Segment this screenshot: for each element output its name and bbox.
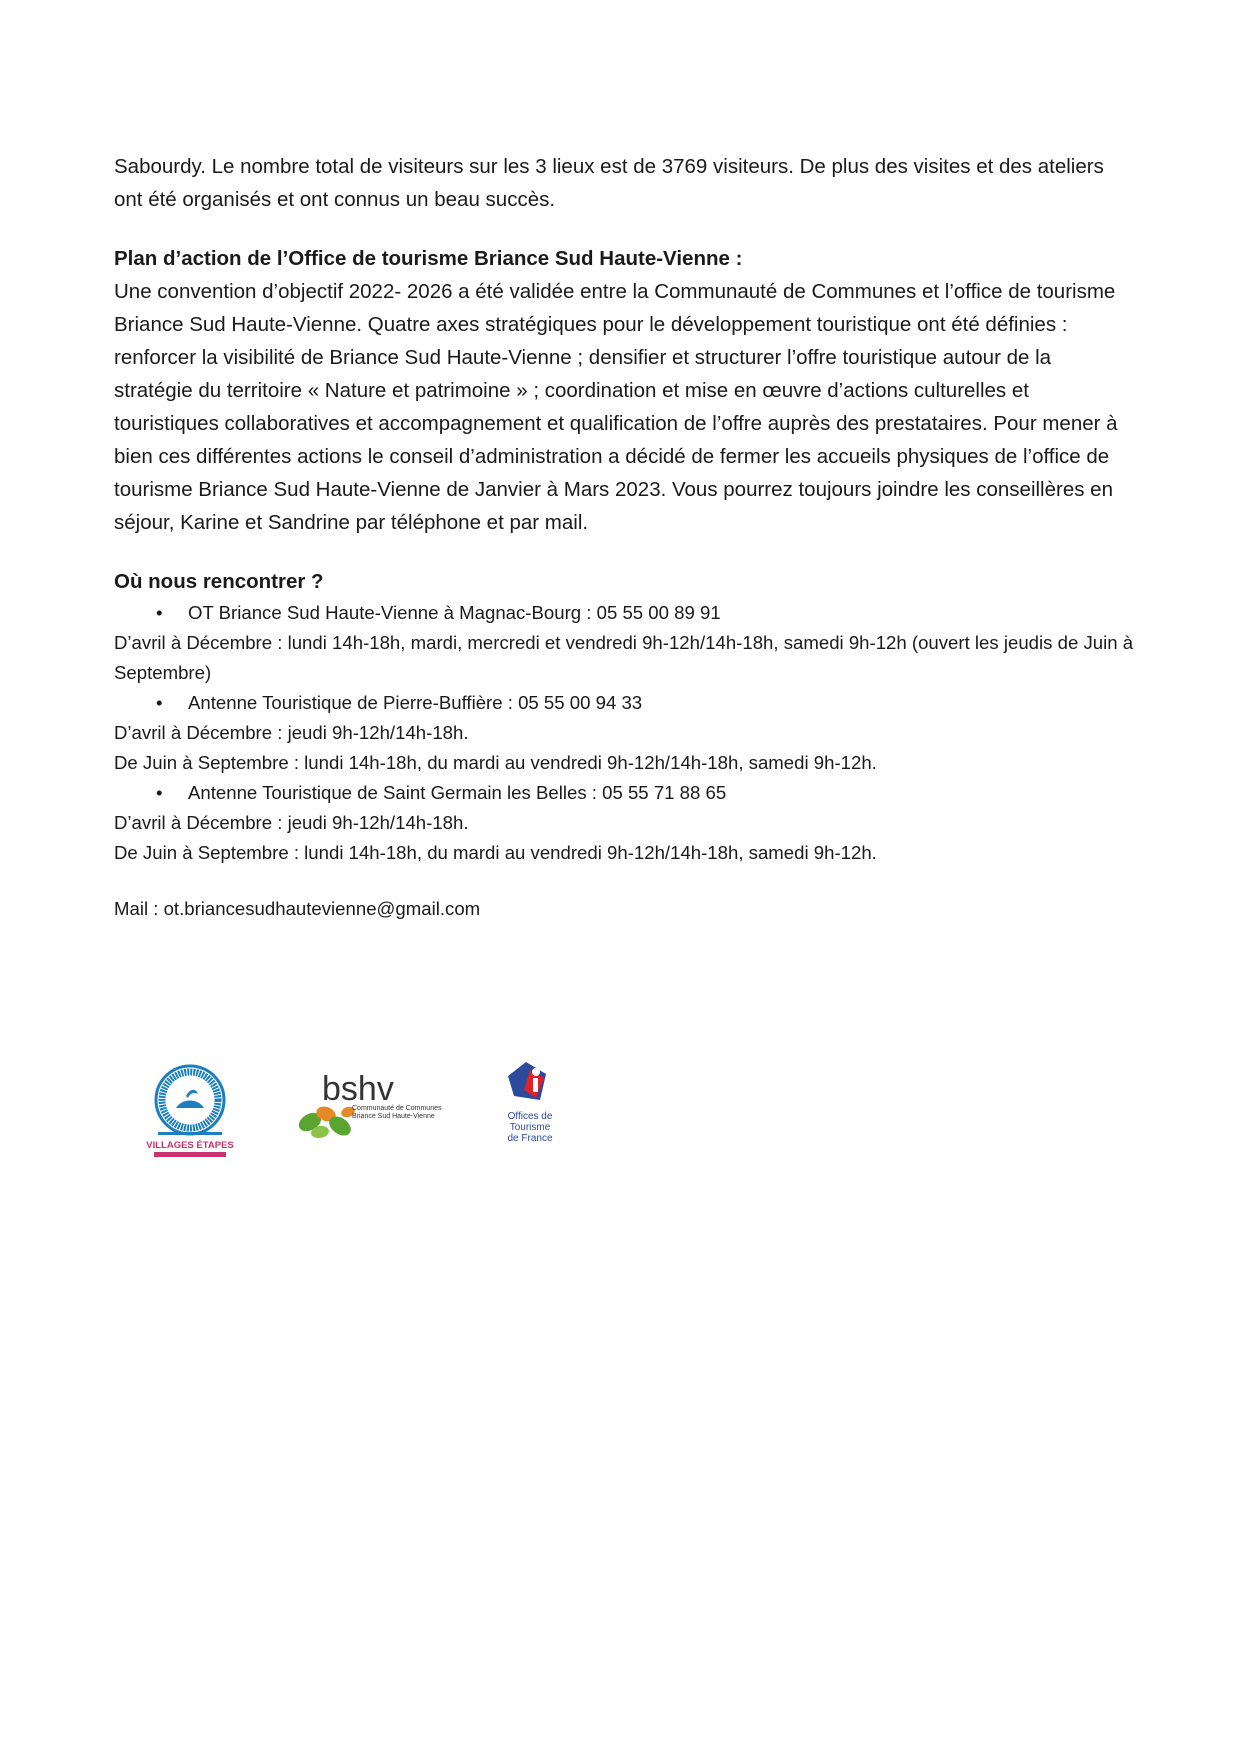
villages-etapes-emblem-icon	[146, 1060, 234, 1160]
document-page	[114, 150, 1134, 924]
location-hours: D’avril à Décembre : jeudi 9h-12h/14h-18h.	[114, 722, 469, 743]
contact-mail: Mail : ot.briancesudhautevienne@gmail.com	[114, 898, 481, 919]
list-item	[114, 778, 1134, 808]
location-list	[114, 598, 1134, 868]
plan-heading: Plan d’action de l’Office de tourisme Briance Sud Haute-Vienne :	[114, 247, 743, 270]
location-name: OT Briance Sud Haute-Vienne à Magnac-Bourg : 05 55 00 89 91	[188, 602, 721, 623]
plan-body: Une convention d’objectif 2022- 2026 a été validée entre la Communauté de Communes et l’office de tourisme Briance Sud Haute-Vienne. Quatre axes stratégiques pour le développement touristique ont été définies : renforcer la visibilité de Briance Sud Haute-Vienne ; densifier et structurer l’offre touristique autour de la stratégie du territoire « Nature et patrimoine » ; coordination et mise en œuvre d’actions culturelles et touristiques collaboratives et accompagnement et qualification de l’offre auprès des prestataires. Pour mener à bien ces différentes actions le conseil d’administration a décidé de fermer les accueils physiques de l’office de tourisme Briance Sud Haute-Vienne de Janvier à Mars 2023. Vous pourrez toujours joindre les conseillères en séjour, Karine et Sandrine par téléphone et par mail.	[114, 280, 1118, 534]
bullet-icon: •	[156, 602, 163, 623]
list-item	[114, 688, 1134, 718]
location-name: Antenne Touristique de Saint Germain les Belles : 05 55 71 88 65	[188, 782, 727, 803]
location-hours: De Juin à Septembre : lundi 14h-18h, du mardi au vendredi 9h-12h/14h-18h, samedi 9h-12h.	[114, 842, 877, 863]
villages-etapes-logo	[146, 1060, 234, 1160]
offices-line2: Tourisme	[509, 1122, 551, 1133]
offices-tourisme-emblem-icon	[500, 1060, 560, 1106]
offices-line3: de France	[507, 1133, 553, 1144]
offices-tourisme-logo	[500, 1060, 560, 1170]
bshv-line1: Communauté de Communes	[352, 1105, 442, 1112]
location-hours: D’avril à Décembre : lundi 14h-18h, mardi, mercredi et vendredi 9h-12h/14h-18h, samedi 9h-12h (ouvert les jeudis de Juin à Septembre)	[114, 632, 1134, 683]
location-hours: D’avril à Décembre : jeudi 9h-12h/14h-18h.	[114, 812, 469, 833]
bullet-icon: •	[156, 692, 163, 713]
bullet-icon: •	[156, 782, 163, 803]
bshv-wordmark: bshv	[322, 1070, 394, 1108]
offices-line1: Offices de	[507, 1111, 553, 1122]
paragraph-intro: Sabourdy. Le nombre total de visiteurs sur les 3 lieux est de 3769 visiteurs. De plus des visites et des ateliers ont été organisés et ont connus un beau succès.	[114, 155, 1104, 211]
partner-logos	[0, 1060, 1241, 1170]
list-item	[114, 598, 1134, 628]
bshv-logo	[290, 1070, 460, 1150]
location-hours: De Juin à Septembre : lundi 14h-18h, du mardi au vendredi 9h-12h/14h-18h, samedi 9h-12h.	[114, 752, 877, 773]
contact-heading: Où nous rencontrer ?	[114, 570, 324, 593]
villages-etapes-title: VILLAGES ÉTAPES	[146, 1140, 234, 1151]
bshv-line2: Briance Sud Haute-Vienne	[352, 1113, 435, 1120]
location-name: Antenne Touristique de Pierre-Buffière : 05 55 00 94 33	[188, 692, 643, 713]
